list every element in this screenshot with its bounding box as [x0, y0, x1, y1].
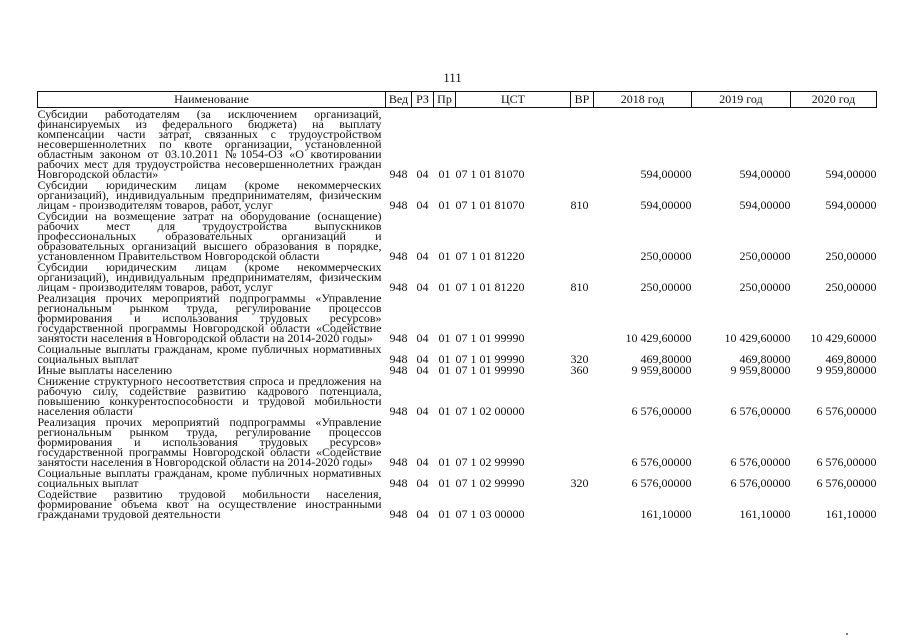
header-vr: ВР: [571, 92, 594, 108]
header-2018: 2018 год: [594, 92, 692, 108]
row-2018: 6 576,00000: [631, 404, 692, 418]
row-vr: [571, 488, 594, 519]
row-2018: 161,10000: [640, 507, 692, 521]
row-ved: 948: [389, 280, 408, 294]
row-2018: 594,00000: [640, 198, 692, 212]
row-2020: 10 429,60000: [810, 331, 877, 345]
row-ved: 948: [389, 331, 408, 345]
row-name: Реализация прочих мероприятий подпрограммы «Управление региональным рынком труда, регулирование процессов формирования и использования трудовых ресурсов» государственной программы Новгородской области «Содействие занятости населения в Новгородской области на 2014-2020 годы»: [37, 415, 382, 469]
row-rz: 04: [416, 404, 429, 418]
row-2020: 469,80000: [825, 352, 877, 366]
row-ved: 948: [389, 507, 408, 521]
row-pr: 01: [438, 167, 451, 181]
row-2018: 9 959,80000: [631, 363, 692, 377]
row-ved: 948: [389, 363, 408, 377]
row-2020: 161,10000: [825, 507, 877, 521]
row-vr: [571, 416, 594, 467]
row-pr: 01: [438, 507, 451, 521]
row-rz: 04: [416, 249, 429, 263]
header-pr: Пр: [434, 92, 456, 108]
table-row: [38, 375, 877, 416]
row-2018: 250,00000: [640, 280, 692, 294]
table-row: [38, 108, 877, 180]
row-cst: 07 1 01 81070: [455, 167, 525, 181]
row-cst: 07 1 01 81070: [455, 198, 525, 212]
row-rz: 04: [416, 455, 429, 469]
header-ved: Вед: [386, 92, 412, 108]
row-2019: 250,00000: [739, 280, 791, 294]
row-cst: 07 1 01 81220: [455, 249, 525, 263]
row-name: Содействие развитию трудовой мобильности населения, формирование объема квот на осуществление иностранными гражданами трудовой деятельности: [37, 487, 382, 521]
row-pr: 01: [438, 352, 451, 366]
row-rz: 04: [416, 363, 429, 377]
row-cst: 07 1 01 81220: [455, 280, 525, 294]
table-header-row: [38, 92, 877, 108]
row-vr: [571, 375, 594, 416]
row-2020: 6 576,00000: [816, 476, 877, 490]
row-ved: 948: [389, 352, 408, 366]
budget-table: [37, 91, 877, 519]
scan-speck: [846, 633, 848, 635]
row-vr: [571, 108, 594, 180]
header-2019: 2019 год: [692, 92, 791, 108]
row-cst: 07 1 02 00000: [455, 404, 525, 418]
row-pr: 01: [438, 404, 451, 418]
table-row: [38, 488, 877, 519]
row-ved: 948: [389, 455, 408, 469]
header-2020: 2020 год: [791, 92, 877, 108]
row-cst: 07 1 02 99990: [455, 476, 525, 490]
row-name: Иные выплаты населению: [37, 363, 173, 377]
row-ved: 948: [389, 167, 408, 181]
row-cst: 07 1 01 99990: [455, 363, 525, 377]
row-2019: 10 429,60000: [724, 331, 791, 345]
header-rz: РЗ: [412, 92, 434, 108]
table-row: [38, 343, 877, 364]
row-vr: 320: [570, 476, 589, 490]
row-vr: 810: [570, 198, 589, 212]
row-name: Субсидии работодателям (за исключением организаций, финансируемых из федерального бюджета) на выплату компенсации части затрат, связанных с трудоустройством несовершеннолетних по квоте организации, установленной областным законом от 03.10.2011 №1054-ОЗ «О квотировании рабочих мест для трудоустройства несовершеннолетних граждан Новгородской области»: [37, 107, 382, 181]
row-vr: [571, 292, 594, 343]
row-cst: 07 1 03 00000: [455, 507, 525, 521]
row-2018: 469,80000: [640, 352, 692, 366]
page-number: 111: [443, 70, 462, 85]
row-pr: 01: [438, 455, 451, 469]
header-cst: ЦСТ: [456, 92, 571, 108]
row-rz: 04: [416, 352, 429, 366]
table-row: [38, 416, 877, 467]
row-2019: 6 576,00000: [730, 455, 791, 469]
row-2019: 469,80000: [739, 352, 791, 366]
row-2020: 9 959,80000: [816, 363, 877, 377]
row-2019: 161,10000: [739, 507, 791, 521]
row-2019: 6 576,00000: [730, 404, 791, 418]
table-row: [38, 179, 877, 210]
row-rz: 04: [416, 331, 429, 345]
row-name: Социальные выплаты гражданам, кроме публичных нормативных социальных выплат: [37, 466, 382, 490]
row-pr: 01: [438, 198, 451, 212]
row-2020: 6 576,00000: [816, 404, 877, 418]
row-rz: 04: [416, 507, 429, 521]
row-2018: 6 576,00000: [631, 455, 692, 469]
row-2020: 594,00000: [825, 167, 877, 181]
row-pr: 01: [438, 363, 451, 377]
row-vr: [571, 210, 594, 261]
row-ved: 948: [389, 249, 408, 263]
row-name: Социальные выплаты гражданам, кроме публичных нормативных социальных выплат: [37, 342, 382, 366]
row-2018: 6 576,00000: [631, 476, 692, 490]
row-vr: 320: [570, 352, 589, 366]
row-pr: 01: [438, 249, 451, 263]
row-2020: 6 576,00000: [816, 455, 877, 469]
row-name: Реализация прочих мероприятий подпрограммы «Управление региональным рынком труда, регулирование процессов формирования и использования трудовых ресурсов» государственной программы Новгородской области «Содействие занятости населения в Новгородской области на 2014-2020 годы»: [37, 291, 382, 345]
row-2018: 594,00000: [640, 167, 692, 181]
row-pr: 01: [438, 280, 451, 294]
row-cst: 07 1 02 99990: [455, 455, 525, 469]
row-vr: 360: [570, 363, 589, 377]
row-cst: 07 1 01 99990: [455, 331, 525, 345]
row-2020: 250,00000: [825, 280, 877, 294]
row-2019: 250,00000: [739, 249, 791, 263]
row-vr: 810: [570, 280, 589, 294]
table-row: [38, 261, 877, 292]
row-2020: 594,00000: [825, 198, 877, 212]
row-name: Субсидии юридическим лицам (кроме некоммерческих организаций), индивидуальным предпринимателям, физическим лицам - производителям товаров, работ, услуг: [37, 260, 382, 294]
header-name: Наименование: [38, 92, 386, 108]
row-rz: 04: [416, 167, 429, 181]
row-rz: 04: [416, 476, 429, 490]
row-cst: 07 1 01 99990: [455, 352, 525, 366]
row-name: Субсидии на возмещение затрат на оборудование (оснащение) рабочих мест для трудоустройства выпускников профессиональных образовательных организаций и образовательных организаций высшего образования в порядке, установленном Правительством Новгородской области: [37, 209, 382, 263]
row-name: Субсидии юридическим лицам (кроме некоммерческих организаций), индивидуальным предпринимателям, физическим лицам - производителям товаров, работ, услуг: [37, 178, 382, 212]
row-2020: 250,00000: [825, 249, 877, 263]
row-2019: 9 959,80000: [730, 363, 791, 377]
row-rz: 04: [416, 198, 429, 212]
row-pr: 01: [438, 476, 451, 490]
row-name: Снижение структурного несоответствия спроса и предложения на рабочую силу, содействие развитию кадрового потенциала, повышению конкурентоспособности и трудовой мобильности населения области: [37, 374, 382, 418]
row-2019: 6 576,00000: [730, 476, 791, 490]
row-2019: 594,00000: [739, 198, 791, 212]
row-2018: 10 429,60000: [625, 331, 692, 345]
row-2019: 594,00000: [739, 167, 791, 181]
row-2018: 250,00000: [640, 249, 692, 263]
row-rz: 04: [416, 280, 429, 294]
table-row: [38, 210, 877, 261]
row-ved: 948: [389, 476, 408, 490]
table-row: [38, 467, 877, 488]
row-ved: 948: [389, 198, 408, 212]
row-ved: 948: [389, 404, 408, 418]
row-pr: 01: [438, 331, 451, 345]
table-row: [38, 292, 877, 343]
